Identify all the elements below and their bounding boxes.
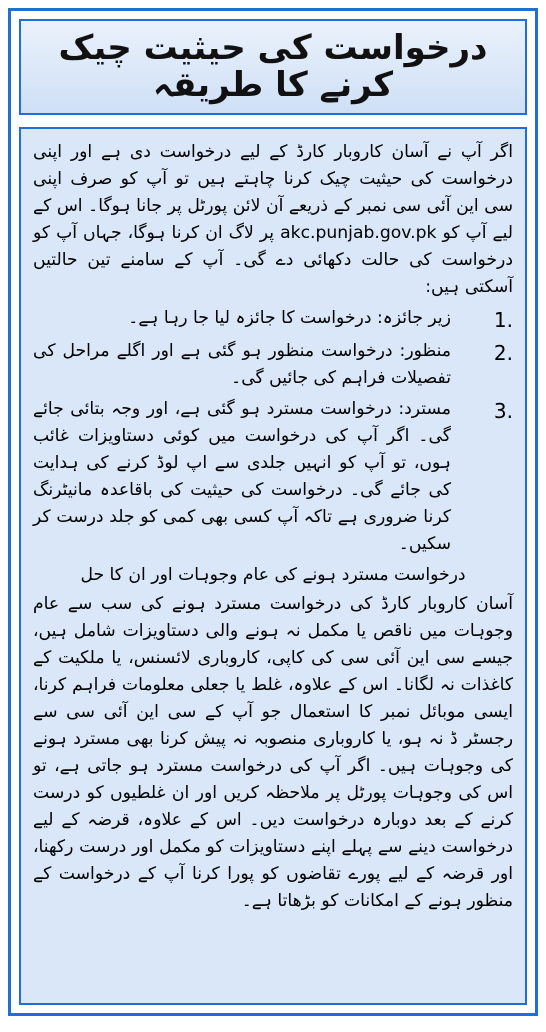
section-subheading: درخواست مسترد ہونے کی عام وجوہات اور ان کا حل xyxy=(80,565,466,585)
closing-paragraph: آسان کاروبار کارڈ کی درخواست مسترد ہونے کی سب سے عام وجوہات میں ناقص یا مکمل نہ ہونے والی دستاویزات شامل ہیں، جیسے سی این آئی سی کی کاپی، کاروباری لائسنس، یا ملکیت کے کاغذات نہ لگانا۔ اس کے علاوہ، غلط یا جعلی معلومات فراہم کرنا، ایسی موبائل نمبر کا استعمال جو آپ کے سی این آئی سی سے رجسٹر ڈ نہ ہو، یا کاروباری منصوبہ نہ پیش کرنا بھی مسترد ہونے کی وجوہات ہیں۔ اگر آپ کی درخواست مسترد ہو جاتی ہے، تو اس کی وجوہات پورٹل پر ملاحظہ کریں اور ان غلطیوں کو درست کرنے کے بعد دوبارہ درخواست دیں۔ اس کے علاوہ، قرضہ کے لیے درخواست دینے سے پہلے اپنے دستاویزات کو مکمل اور درست رکھنا، اور قرضہ کے لیے پورے تقاضوں کو پورا کرنا آپ کے درخواست کے منظور ہونے کے امکانات کو بڑھاتا ہے۔ xyxy=(33,594,513,911)
intro-paragraph xyxy=(33,139,513,301)
intro-text-before: اگر آپ نے آسان کاروبار کارڈ کے لیے درخواست دی ہے اور اپنی درخواست کی حیثیت چیک کرنا چاہتے ہیں تو آپ کو صرف اپنی سی این آئی سی نمبر کے ذریعے آن لائن پورٹل پر جانا ہوگا۔ اس کے لیے آپ کو xyxy=(33,142,513,243)
intro-text-after: پر لاگ ان کرنا ہوگا، جہاں آپ کو درخواست کی حالت دکھائی دے گی۔ آپ کے سامنے تین حالتیں آسکتی ہیں: xyxy=(33,223,513,297)
portal-link[interactable]: akc.punjab.gov.pk xyxy=(280,223,437,243)
list-item xyxy=(33,338,513,392)
list-item-number: 2. xyxy=(493,341,513,365)
page-title: درخواست کی حیثیت چیک کرنے کا طریقہ xyxy=(58,27,488,105)
list-item-text: منظور: درخواست منظور ہو گئی ہے اور اگلے مراحل کی تفصیلات فراہم کی جائیں گی۔ xyxy=(33,341,451,388)
list-item-text: زیر جائزہ: درخواست کا جائزہ لیا جا رہا ہے۔ xyxy=(128,308,451,328)
list-item xyxy=(33,305,513,334)
list-item-number: 1. xyxy=(493,308,513,332)
list-item-text: مسترد: درخواست مسترد ہو گئی ہے، اور وجہ بتائی جائے گی۔ اگر آپ کی درخواست میں کوئی دستاویزات غائب ہوں، تو آپ کو انہیں جلدی سے اپ لوڈ کرنے کی ہدایت کی جائے گی۔ درخواست کی حیثیت کی باقاعدہ مانیٹرنگ کرنا ضروری ہے تاکہ آپ کسی بھی کمی کو جلد درست کر سکیں۔ xyxy=(33,399,451,554)
page-frame xyxy=(8,8,538,1016)
content-panel xyxy=(19,127,527,1005)
list-item xyxy=(33,396,513,558)
title-banner xyxy=(19,19,527,115)
status-list xyxy=(33,305,513,558)
list-item-number: 3. xyxy=(493,399,513,423)
